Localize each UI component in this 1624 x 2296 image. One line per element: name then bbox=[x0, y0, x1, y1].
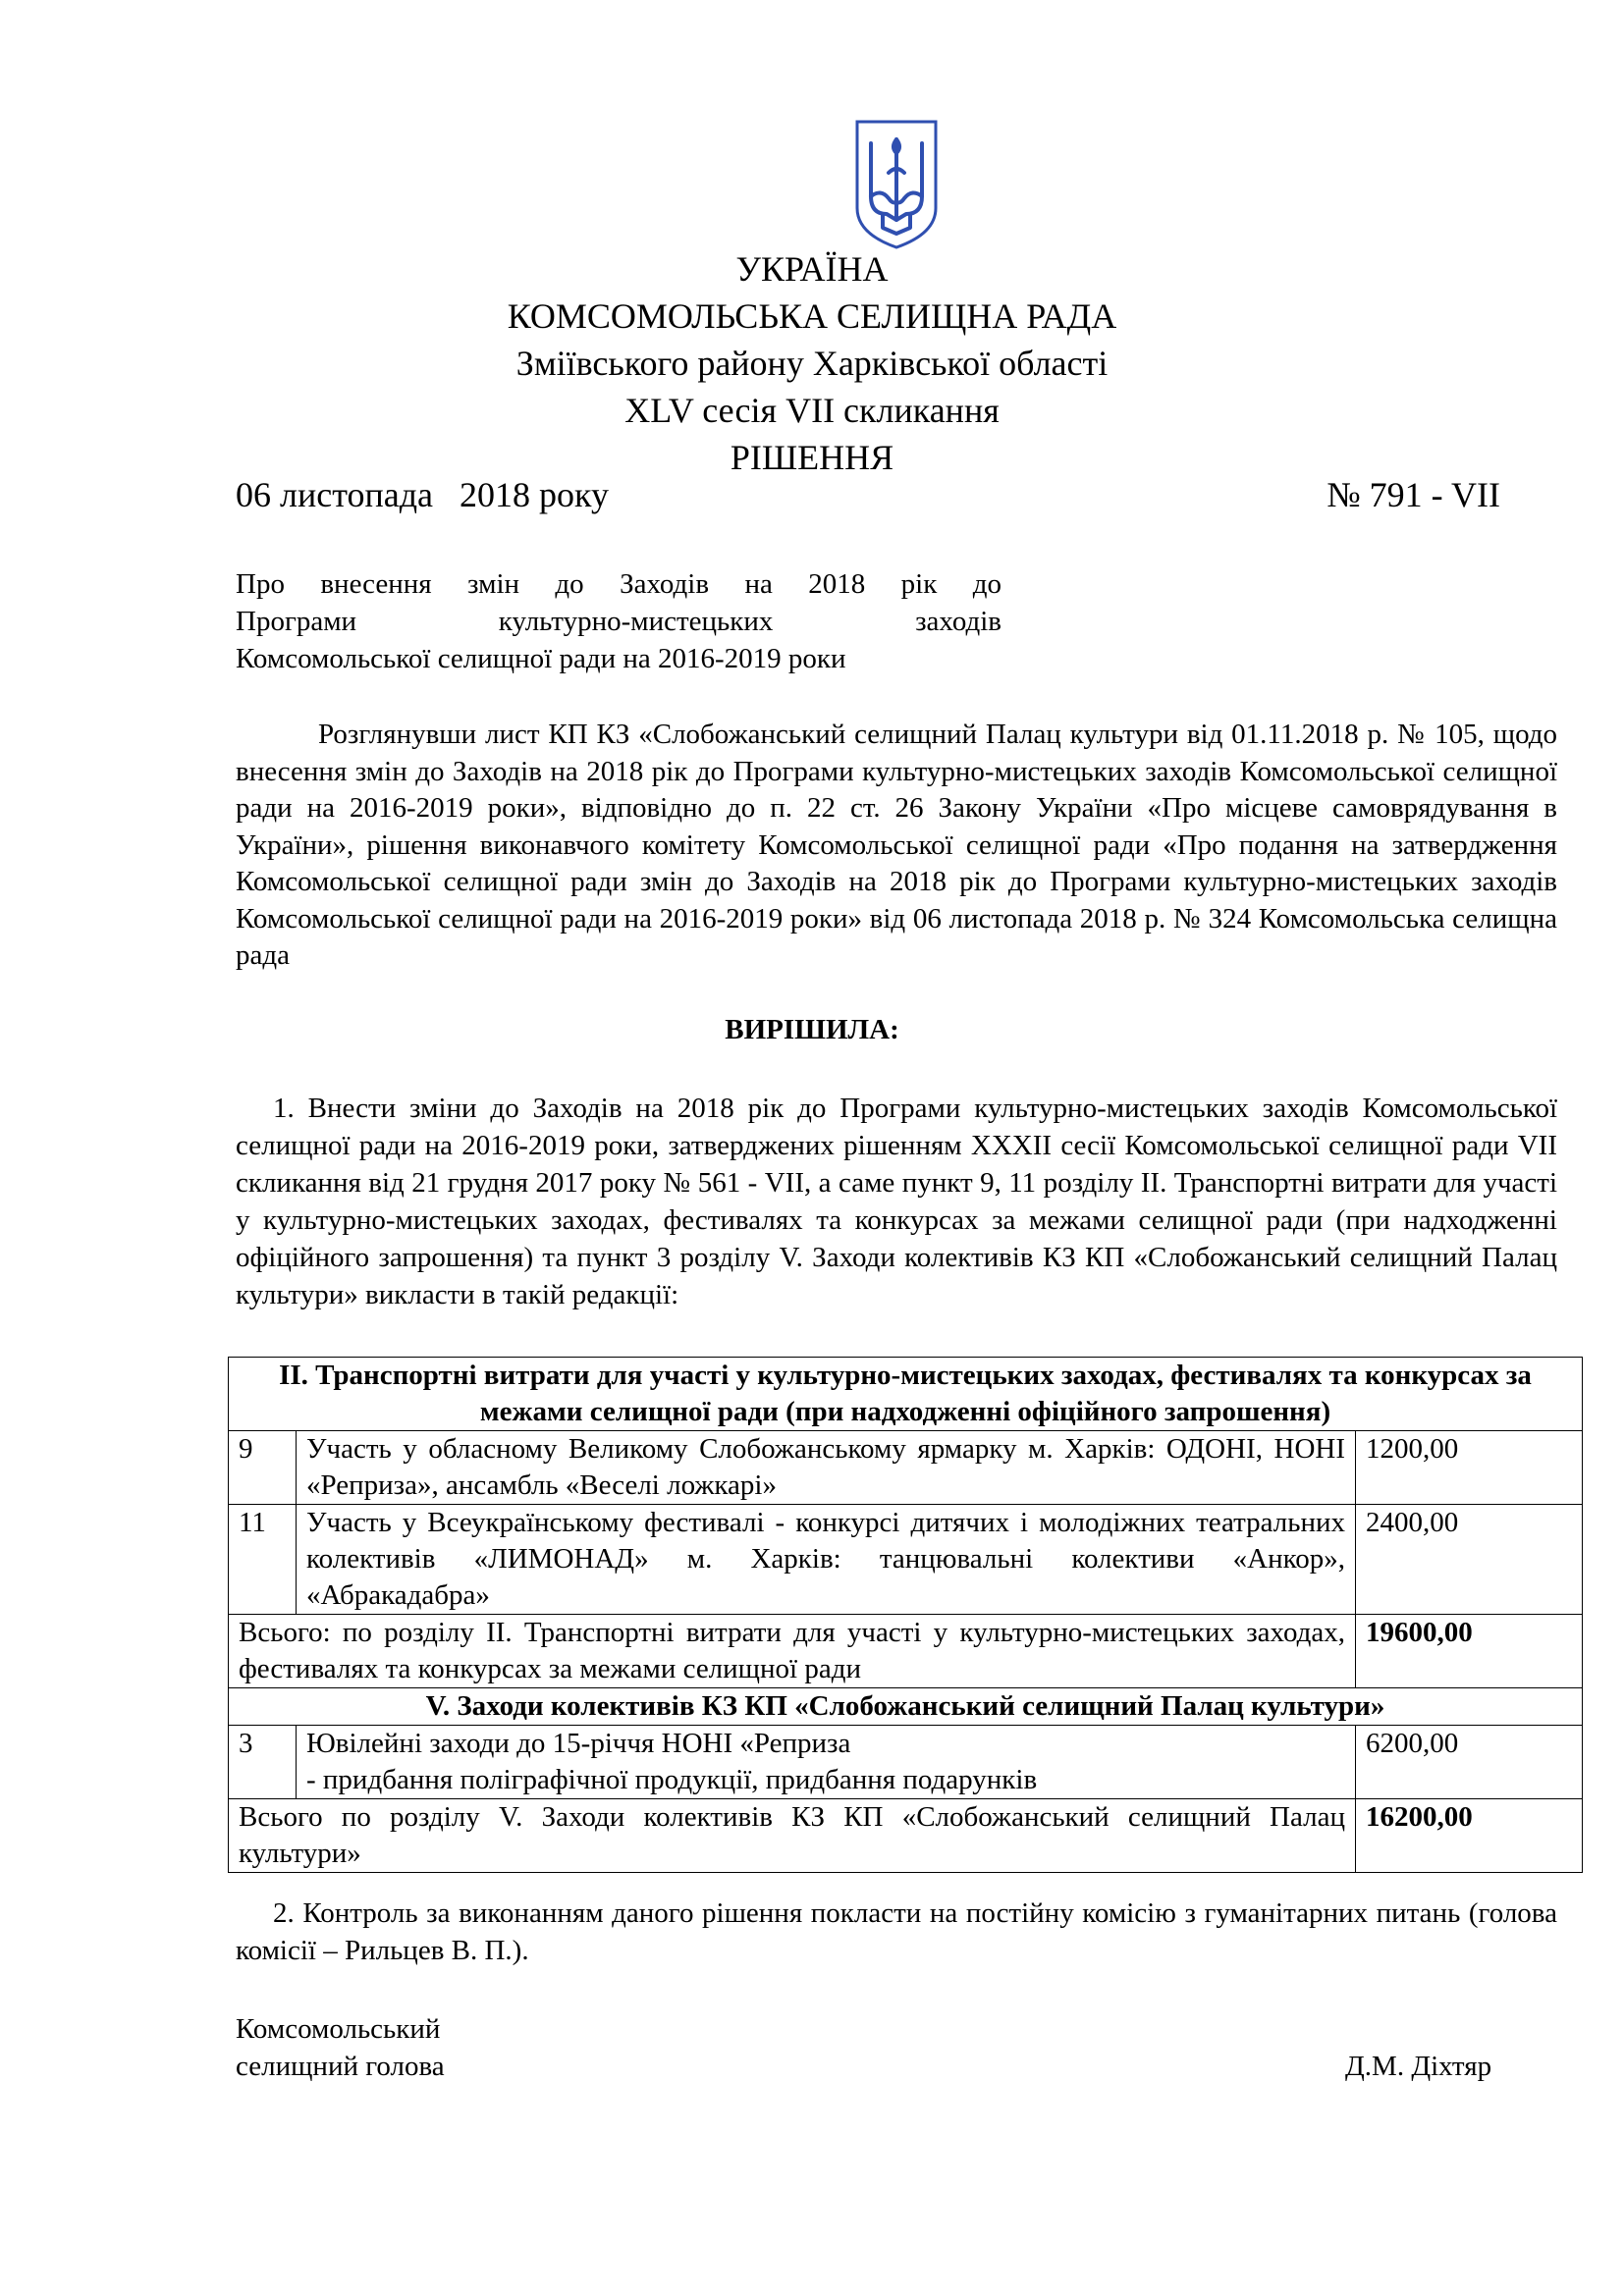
signature-title-line-1: Комсомольський bbox=[236, 2013, 441, 2045]
signature-name: Д.М. Діхтяр bbox=[1345, 2051, 1492, 2082]
section-2-title: ІІ. Транспортні витрати для участі у культурно-мистецьких заходах, фестивалях та конкурсах за межами селищної ради (при надходженні офіційного запрошення) bbox=[229, 1358, 1583, 1431]
signature-title bbox=[236, 2010, 445, 2085]
measures-table bbox=[228, 1357, 1583, 1873]
header-country: УКРАЇНА bbox=[735, 249, 889, 289]
section-5-title: V. Заходи колективів КЗ КП «Слобожанський селищний Палац культури» bbox=[229, 1688, 1583, 1726]
trident-emblem-icon bbox=[853, 118, 940, 251]
header-session: XLV сесія VII скликання bbox=[624, 391, 1000, 430]
header-doc-type: РІШЕННЯ bbox=[730, 438, 894, 477]
table-row bbox=[229, 1505, 1583, 1615]
row-amount: 6200,00 bbox=[1356, 1726, 1583, 1799]
row-description: Участь у обласному Великому Слобожанському ярмарку м. Харків: ОДОНІ, НОНІ «Реприза», ансамбль «Веселі ложкарі» bbox=[297, 1431, 1356, 1505]
subject-line-1: Про внесення змін до Заходів на 2018 рік до bbox=[236, 568, 1001, 600]
item-2 bbox=[236, 1895, 1557, 1969]
table-row bbox=[229, 1615, 1583, 1688]
decision-date: 06 листопада 2018 року bbox=[236, 475, 609, 514]
row-description: Участь у Всеукраїнському фестивалі - конкурсі дитячих і молодіжних театральних колективів «ЛИМОНАД» м. Харків: танцювальні колективи «Анкор», «Абракадабра» bbox=[297, 1505, 1356, 1615]
signature-title-line-2: селищний голова bbox=[236, 2051, 445, 2082]
subject-line-3: Комсомольської селищної ради на 2016-2019 роки bbox=[236, 643, 846, 674]
row-description-line-1: Ювілейні заходи до 15-річчя НОНІ «Реприза bbox=[306, 1728, 851, 1759]
item-1-text: 1. Внести зміни до Заходів на 2018 рік до Програми культурно-мистецьких заходів Комсомольської селищної ради на 2016-2019 роки, затверджених рішенням XXXII сесії Комсомольської селищної ради VII скликання від 21 грудня 2017 року № 561 - VII, а саме пункт 9, 11 розділу ІІ. Транспортні витрати для участі у культурно-мистецьких заходах, фестивалях та конкурсах за межами селищної ради (при надходженні офіційного запрошення) та пункт 3 розділу V. Заходи колективів КЗ КП «Слобожанський селищний Палац культури» викласти в такій редакції: bbox=[236, 1093, 1557, 1310]
table-row bbox=[229, 1799, 1583, 1873]
header-district: Зміївського району Харківської області bbox=[515, 344, 1109, 383]
resolved-heading: ВИРІШИЛА: bbox=[725, 1014, 899, 1045]
decision-number: № 791 - VII bbox=[1326, 475, 1500, 514]
item-1 bbox=[236, 1090, 1557, 1313]
section-5-total-amount: 16200,00 bbox=[1356, 1799, 1583, 1873]
preamble bbox=[236, 717, 1557, 975]
preamble-text: Розглянувши лист КП КЗ «Слобожанський селищний Палац культури від 01.11.2018 р. № 105, щодо внесення змін до Заходів на 2018 рік до Програми культурно-мистецьких заходів Комсомольської селищної ради на 2016-2019 роки», відповідно до п. 22 ст. 26 Закону України «Про місцеве самоврядування в України», рішення виконавчого комітету Комсомольської селищної ради «Про подання на затвердження Комсомольської селищної ради змін до Заходів на 2018 рік до Програми культурно-мистецьких заходів Комсомольської селищної ради на 2016-2019 роки» від 06 листопада 2018 р. № 324 Комсомольська селищна рада bbox=[236, 719, 1557, 971]
subject-line-2: Програми культурно-мистецьких заходів bbox=[236, 606, 1001, 637]
table-row bbox=[229, 1431, 1583, 1505]
row-amount: 1200,00 bbox=[1356, 1431, 1583, 1505]
document-header bbox=[0, 245, 1624, 481]
section-2-total-label: Всього: по розділу ІІ. Транспортні витрати для участі у культурно-мистецьких заходах, фестивалях та конкурсах за межами селищної ради bbox=[229, 1615, 1356, 1688]
section-2-total-amount: 19600,00 bbox=[1356, 1615, 1583, 1688]
row-amount: 2400,00 bbox=[1356, 1505, 1583, 1615]
row-description bbox=[297, 1726, 1356, 1799]
row-number: 3 bbox=[229, 1726, 297, 1799]
item-2-text: 2. Контроль за виконанням даного рішення покласти на постійну комісію з гуманітарних питань (голова комісії – Рильцев В. П.). bbox=[236, 1897, 1557, 1966]
section-5-total-label: Всього по розділу V. Заходи колективів КЗ КП «Слобожанський селищний Палац культури» bbox=[229, 1799, 1356, 1873]
table-row bbox=[229, 1358, 1583, 1431]
row-number: 11 bbox=[229, 1505, 297, 1615]
table-row bbox=[229, 1688, 1583, 1726]
row-description-line-2: - придбання поліграфічної продукції, придбання подарунків bbox=[306, 1764, 1038, 1795]
decision-subject bbox=[236, 565, 1001, 677]
header-council: КОМСОМОЛЬСЬКА СЕЛИЩНА РАДА bbox=[507, 296, 1117, 336]
table-row bbox=[229, 1726, 1583, 1799]
row-number: 9 bbox=[229, 1431, 297, 1505]
